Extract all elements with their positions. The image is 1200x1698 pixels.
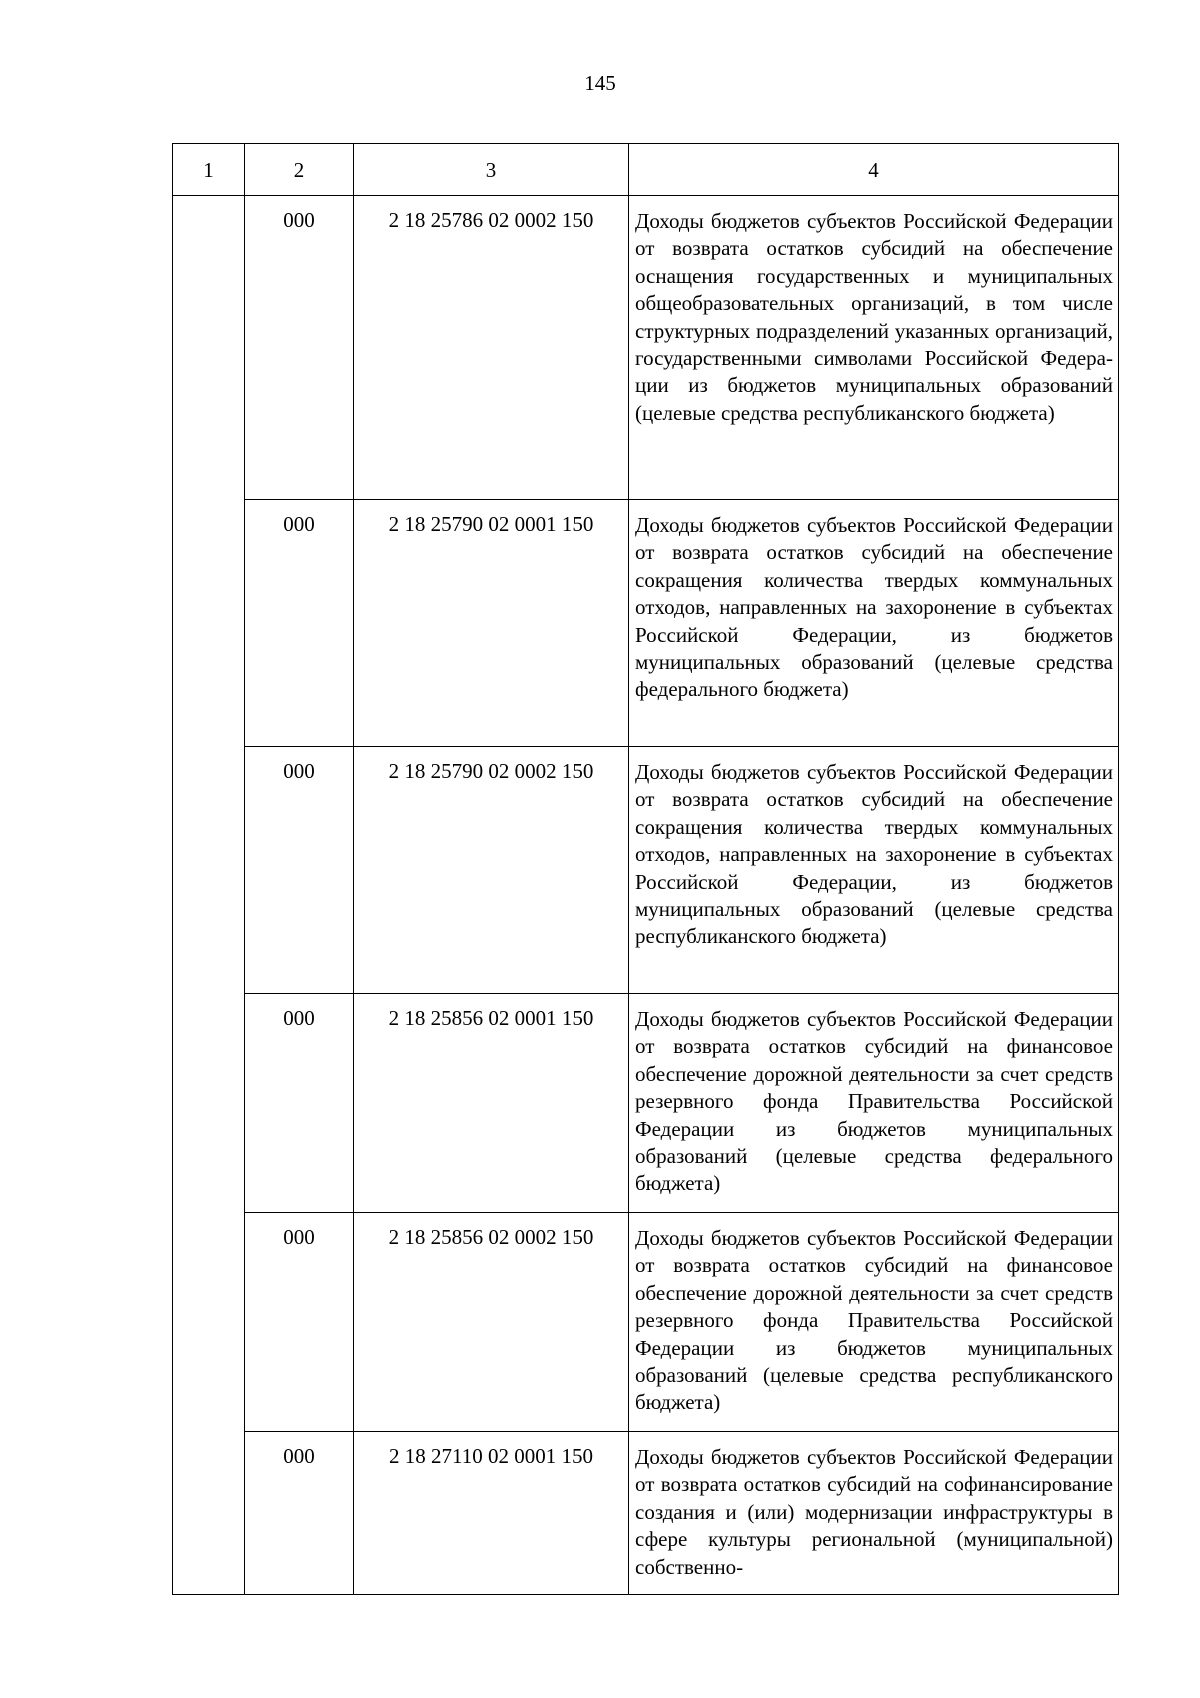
income-code-cell: 2 18 25786 02 0002 150 [354, 196, 629, 500]
admin-code-cell: 000 [245, 500, 354, 747]
income-code-cell: 2 18 27110 02 0001 150 [354, 1432, 629, 1595]
description-cell: Доходы бюджетов субъектов Российской Федерации от возврата остатков субсидий на софинансирование создания и (или) модернизации инфраструктуры в сфере культуры региональной (муниципальной) собственно- [629, 1432, 1119, 1595]
revenue-codes-table [172, 143, 1119, 1595]
admin-code-cell: 000 [245, 1213, 354, 1432]
empty-first-column-cell [173, 196, 245, 1595]
income-code-cell: 2 18 25856 02 0002 150 [354, 1213, 629, 1432]
column-header-1: 1 [173, 144, 245, 196]
income-code-cell: 2 18 25790 02 0002 150 [354, 747, 629, 994]
admin-code-cell: 000 [245, 994, 354, 1213]
admin-code-cell: 000 [245, 1432, 354, 1595]
table-row [173, 994, 1119, 1213]
description-cell: Доходы бюджетов субъектов Российской Федерации от возврата остатков субсидий на финансовое обеспечение дорожной деятельности за счет средств резервного фонда Правительства Российской Федерации из бюджетов муниципальных образований (целевые средства федерального бюджета) [629, 994, 1119, 1213]
description-cell: Доходы бюджетов субъектов Российской Федерации от возврата остатков субсидий на финансовое обеспечение дорожной деятельности за счет средств резервного фонда Правительства Российской Федерации из бюджетов муниципальных образований (целевые средства республиканского бюджета) [629, 1213, 1119, 1432]
table-row [173, 747, 1119, 994]
table-row [173, 1213, 1119, 1432]
table-row [173, 500, 1119, 747]
column-header-3: 3 [354, 144, 629, 196]
table-row [173, 196, 1119, 500]
table-header-row [173, 144, 1119, 196]
admin-code-cell: 000 [245, 196, 354, 500]
income-code-cell: 2 18 25790 02 0001 150 [354, 500, 629, 747]
column-header-4: 4 [629, 144, 1119, 196]
description-cell: Доходы бюджетов субъектов Российской Федерации от возврата остатков субсидий на обеспечение оснащения государственных и муниципальных общеобразовательных организаций, в том числе структурных подразделений указанных организаций, государственными символами Российской Федерации из бюджетов муниципальных образований (целевые средства республиканского бюджета) [629, 196, 1119, 500]
column-header-2: 2 [245, 144, 354, 196]
description-cell: Доходы бюджетов субъектов Российской Федерации от возврата остатков субсидий на обеспечение сокращения количества твердых коммунальных отходов, направленных на захоронение в субъектах Российской Федерации, из бюджетов муниципальных образований (целевые средства республиканского бюджета) [629, 747, 1119, 994]
admin-code-cell: 000 [245, 747, 354, 994]
table-row [173, 1432, 1119, 1595]
page-number: 145 [584, 71, 616, 95]
income-code-cell: 2 18 25856 02 0001 150 [354, 994, 629, 1213]
description-cell: Доходы бюджетов субъектов Российской Федерации от возврата остатков субсидий на обеспечение сокращения количества твердых коммунальных отходов, направленных на захоронение в субъектах Российской Федерации, из бюджетов муниципальных образований (целевые средства федерального бюджета) [629, 500, 1119, 747]
